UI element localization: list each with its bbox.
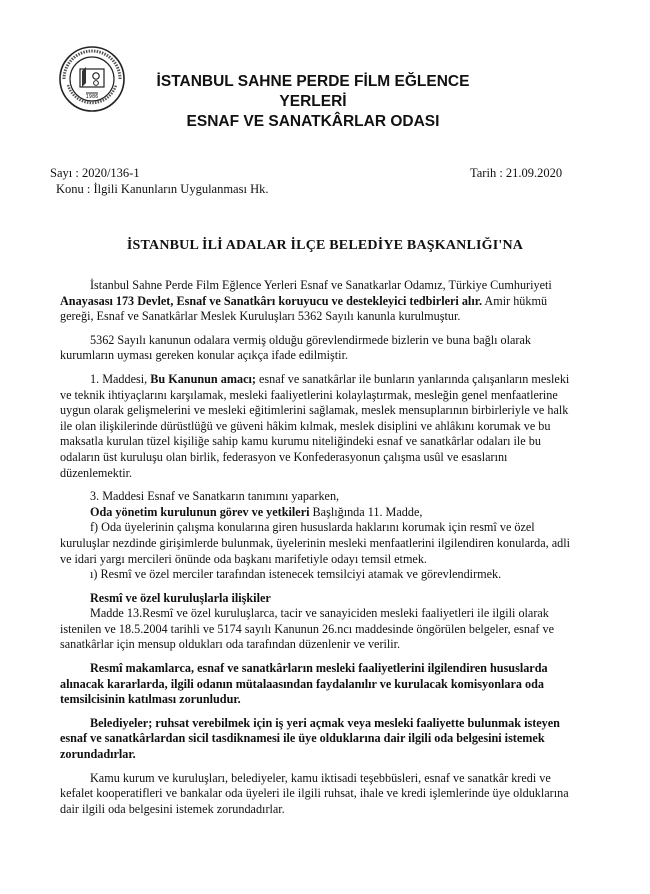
paragraph-9: Resmî makamlarca, esnaf ve sanatkârların mesleki faaliyetlerini ilgilendiren hususlarda alınacak kararlarda, ilgili odanın mütalaasından faydalanılır ve kurulacak komisyonlara oda temsilcisinin katılması zorunludur. bbox=[60, 661, 548, 707]
paragraph-4: 3. Maddesi Esnaf ve Sanatkarın tanımını yaparken, bbox=[90, 489, 340, 504]
organization-name bbox=[128, 72, 498, 132]
reference-number: Sayı : 2020/136-1 bbox=[50, 166, 140, 180]
paragraph-5: Oda yönetim kurulunun görev ve yetkileri Başlığında 11. Madde, bbox=[90, 504, 423, 519]
subject-line: Konu : İlgili Kanunların Uygulanması Hk. bbox=[56, 182, 269, 196]
chamber-seal-icon bbox=[58, 45, 126, 113]
paragraph-6: f) Oda üyelerinin çalışma konularına giren hususlarda haklarını korumak için resmî ve özel kuruluşlar nezdinde girişimlerde bulunmak, üyelerinin mesleki menfaatlerini ilgilendiren konularda, adli ve idari yargı mercileri önünde oda başkanı marifetiyle odayı temsil etmek. bbox=[60, 520, 571, 566]
letter-body bbox=[60, 278, 572, 817]
seal-year: 1986 bbox=[85, 94, 99, 100]
paragraph-3: 1. Maddesi, Bu Kanunun amacı; esnaf ve sanatkârlar ile bunların yanlarında çalışanların mesleki ve teknik ihtiyaçlarını karşılamak, mesleki faaliyetlerini kolaylaştırmak, mesleğin genel menfaatlerine uygun olarak gelişmelerini ve mesleki eğitimlerini sağlamak, meslek mensuplarının birbirleriyle ve halk ile olan ilişkilerinde dürüstlüğü ve güveni hâkim kılmak, meslek disiplini ve ahlâkını korumak ve bu maksatla kurulan tüzel kişiliğe sahip kamu kurumu niteliğindeki esnaf ve sanatkârlar odaları ile bu odaların üst kuruluşu olan birlik, federasyon ve Konfederasyonun çalışma usûl ve esaslarını düzenlemektir. bbox=[60, 371, 570, 480]
paragraph-2: 5362 Sayılı kanunun odalara vermiş olduğu görevlendirmede bizlerin ve buna bağlı olarak kurumların uyması gereken konular açıkça ifade edilmiştir. bbox=[60, 332, 531, 363]
paragraph-11: Kamu kurum ve kuruluşları, belediyeler, kamu iktisadi teşebbüsleri, esnaf ve sanatkâr kredi ve kefalet kooperatifleri ve bankalar oda üyeleri ile ilgili ruhsat, ihale ve kredi işlemlerinde üye olduklarına dair ilgili oda belgesini istemek zorundadırlar. bbox=[60, 770, 569, 816]
org-line-1: İSTANBUL SAHNE PERDE FİLM EĞLENCE YERLERİ bbox=[156, 73, 470, 110]
paragraph-7: ı) Resmî ve özel merciler tarafından istenecek temsilciyi atamak ve görevlendirmek. bbox=[90, 567, 502, 582]
paragraph-10: Belediyeler; ruhsat verebilmek için iş yeri açmak veya mesleki faaliyette bulunmak isteyen esnaf ve sanatkârlardan sicil tasdiknamesi ile üye olduklarına dair ilgili oda belgesini istemek zorundadırlar. bbox=[60, 715, 560, 762]
paragraph-1: İstanbul Sahne Perde Film Eğlence Yerleri Esnaf ve Sanatkarlar Odamız, Türkiye Cumhuriyeti Anayasası 173 Devlet, Esnaf ve Sanatkârı koruyucu ve destekleyici tedbirleri alır. Amir hükmü gereği, Esnaf ve Sanatkârlar Meslek Kuruluşları 5362 Sayılı kanunla kurulmuştur. bbox=[60, 278, 552, 324]
org-line-2: ESNAF VE SANATKÂRLAR ODASI bbox=[186, 113, 440, 130]
document-date: Tarih : 21.09.2020 bbox=[470, 166, 563, 180]
paragraph-8: Madde 13.Resmî ve özel kuruluşlarca, tacir ve sanayiciden mesleki faaliyetleri ile ilgili olarak istenilen ve 18.5.2004 tarihli ve 5174 sayılı Kanunun 26.ncı maddesinde öngörülen belgeler, esnaf ve sanatkârlar için mensup oldukları oda tarafından düzenlenir ve verilir. bbox=[60, 606, 554, 652]
addressee-heading: İSTANBUL İLİ ADALAR İLÇE BELEDİYE BAŞKANLIĞI'NA bbox=[126, 238, 524, 253]
section-heading: Resmî ve özel kuruluşlarla ilişkiler bbox=[90, 590, 271, 605]
